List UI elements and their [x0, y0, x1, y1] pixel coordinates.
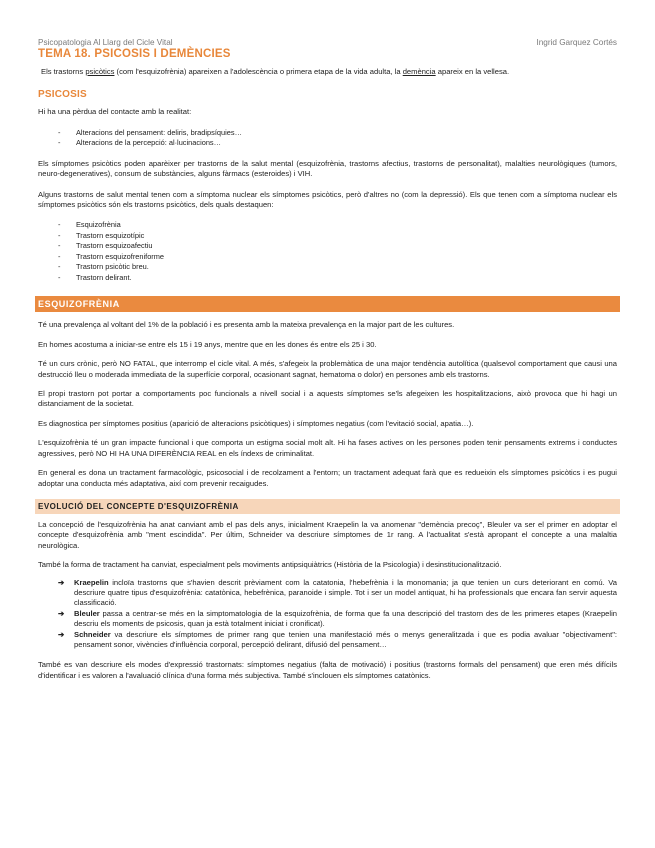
evolucio-paragraph: La concepció de l'esquizofrènia ha anat canviant amb el pas dels anys, inicialment Kraepelin la va anomenar "demència precoç", Bleuler va ser el primer en adoptar el concepte d'esquizofrènia amb "ment escindida". Per últim, Schneider va descriure símptomes de 1r rang. A l'actualitat s'està apropant el concepte a una malaltia neurològica.: [38, 519, 617, 550]
intro-paragraph: [38, 67, 617, 77]
esquizofrenia-paragraph: El propi trastorn pot portar a comportaments poc funcionals a nivell social i a aquests símptomes se'ls afegeixen les hospitalitzacions, això provoca que hi hagi un distanciament de la societat.: [38, 389, 617, 409]
section-title-psicosis: PSICOSIS: [38, 89, 87, 101]
esquizofrenia-paragraph: L'esquizofrènia té un gran impacte funcional i que comporta un estigma social molt alt. Hi ha fases actives on les persones poden tenir pensaments extrems i conductes agressives, però NO HI HA UNA DIFERÈNCIA REAL en els índexs de criminalitat.: [38, 438, 617, 458]
list-item: [38, 578, 617, 609]
term-demencia: demència: [402, 67, 436, 76]
list-item: [38, 609, 617, 630]
esquizofrenia-paragraph: En homes acostuma a iniciar-se entre els 15 i 19 anys, mentre que en les dones és entre els 25 i 30.: [38, 339, 377, 349]
esquizofrenia-paragraph: En general es dona un tractament farmacològic, psicosocial i de recolzament a l'entorn; un tractament adequat farà que es redueixin els símptomes psicòtics i es pugui adoptar una conducta més adaptativa, així com prevenir recaigudes.: [38, 468, 617, 488]
author-name: Schneider: [74, 629, 111, 639]
term-psicotics: psicòtics: [85, 67, 115, 76]
authors-list: [38, 578, 617, 651]
author-name: Kraepelin: [74, 577, 109, 587]
page-header: [38, 38, 617, 47]
psicosis-paragraph: Els símptomes psicòtics poden aparèixer per trastorns de la salut mental (esquizofrènia, trastorns afectius, trastorns de personalitat), malalties neurològiques (tumors, neuro-degeneratives), consum de substàncies, alguns fàrmacs (esteroides) i VIH.: [38, 158, 617, 179]
arrow-icon: ➔: [58, 629, 65, 639]
intro-text-2: (com l'esquizofrènia) apareixen a l'adolescència o primera etapa de la vida adulta, la: [114, 67, 403, 76]
list-item: - Trastorn esquizotípic: [38, 231, 617, 242]
author-description: passa a centrar-se més en la simptomatologia de la esquizofrènia, de forma que fa una descripció del trastorn des de les primeres etapes (Kraepelin descriu els moments de psicosis, quan ja està totalment iniciat i cronificat).: [74, 608, 617, 629]
evolucio-paragraph: També es van descriure els modes d'expressió trastornats: símptomes negatius (falta de motivació) i positius (trastorns formals del pensament) que eren més difícils d'identificar i es valoren a l'avaluació clínica d'una forma més subjectiva. També s'inclouen els símptomes catatònics.: [38, 660, 617, 680]
alterations-list: [38, 128, 617, 149]
evolucio-paragraph: També la forma de tractament ha canviat, especialment pels moviments antipsiquiàtrics (Història de la Psicologia) i desinstitucionalització.: [38, 560, 502, 570]
author-description: incloïa trastorns que s'havien descrit prèviament com la catatonia, l'hebefrènia i la monomania; ja que tenien un curs deteriorant en comú. Va descriure quatre tipus d'esquizofrènia: catatònica, hebefrènica, paranoide i simple. Tot i ser un model antiquat, hi ha professionals que encara fan servir aquesta classificació.: [74, 577, 617, 608]
page-title: TEMA 18. PSICOSIS I DEMÈNCIES: [38, 48, 231, 60]
author-name: Bleuler: [74, 608, 100, 618]
document-page: [38, 38, 617, 681]
author-description: va descriure els símptomes de primer rang que tenien una manifestació més o menys generalitzada i que es podia avaluar "objectivament": pensament sonor, vivències d'influència corporal, percepció delirant, difusió del pensament…: [74, 629, 617, 649]
disorders-list: [38, 220, 617, 283]
section-bar-esquizofrenia: ESQUIZOFRÈNIA: [35, 296, 620, 312]
intro-text-1: Els trastorns: [41, 67, 86, 76]
arrow-icon: ➔: [58, 608, 65, 618]
header-course: Psicopatologia Al Llarg del Cicle Vital: [38, 38, 173, 47]
section-bar-evolucio: EVOLUCIÓ DEL CONCEPTE D'ESQUIZOFRÈNIA: [35, 499, 620, 514]
list-item: - Alteracions del pensament: deliris, bradipsíquies…: [38, 128, 617, 139]
list-item: - Esquizofrènia: [38, 220, 617, 231]
intro-text-3: apareix en la vellesa.: [435, 67, 510, 76]
list-item: [38, 630, 617, 651]
esquizofrenia-paragraph: Es diagnostica per símptomes positius (aparició de alteracions psicòtiques) i símptomes negatius (com l'evitació social, apatia…).: [38, 418, 474, 428]
list-item: - Trastorn psicòtic breu.: [38, 262, 617, 273]
list-item: - Alteracions de la percepció: al·lucinacions…: [38, 138, 617, 149]
psicosis-paragraph: Alguns trastorns de salut mental tenen com a símptoma nuclear els símptomes psicòtics, però d'altres no (com la depressió). Els que tenen com a símptoma nuclear els símptomes psicòtics són els trastorns psicòtics, dels quals destaquen:: [38, 189, 617, 210]
list-item: - Trastorn esquizoafectiu: [38, 241, 617, 252]
header-author: Ingrid Garquez Cortés: [536, 38, 617, 47]
esquizofrenia-paragraph: Té un curs crònic, però NO FATAL, que interromp el cicle vital. A més, s'afegeix la problemàtica de una major tendència autolítica (qualsevol comportament que causi una destrucció lleu o moderada immediata de la superfície corporal, ocasionant sagnat, hematoma o dolor) en persones amb els trastorns.: [38, 359, 617, 379]
list-item: - Trastorn esquizofreniforme: [38, 252, 617, 263]
psicosis-intro: Hi ha una pèrdua del contacte amb la realitat:: [38, 107, 192, 117]
arrow-icon: ➔: [58, 577, 65, 587]
esquizofrenia-paragraph: Té una prevalença al voltant del 1% de la població i es presenta amb la mateixa prevalença en la major part de les cultures.: [38, 320, 455, 330]
list-item: - Trastorn delirant.: [38, 273, 617, 284]
